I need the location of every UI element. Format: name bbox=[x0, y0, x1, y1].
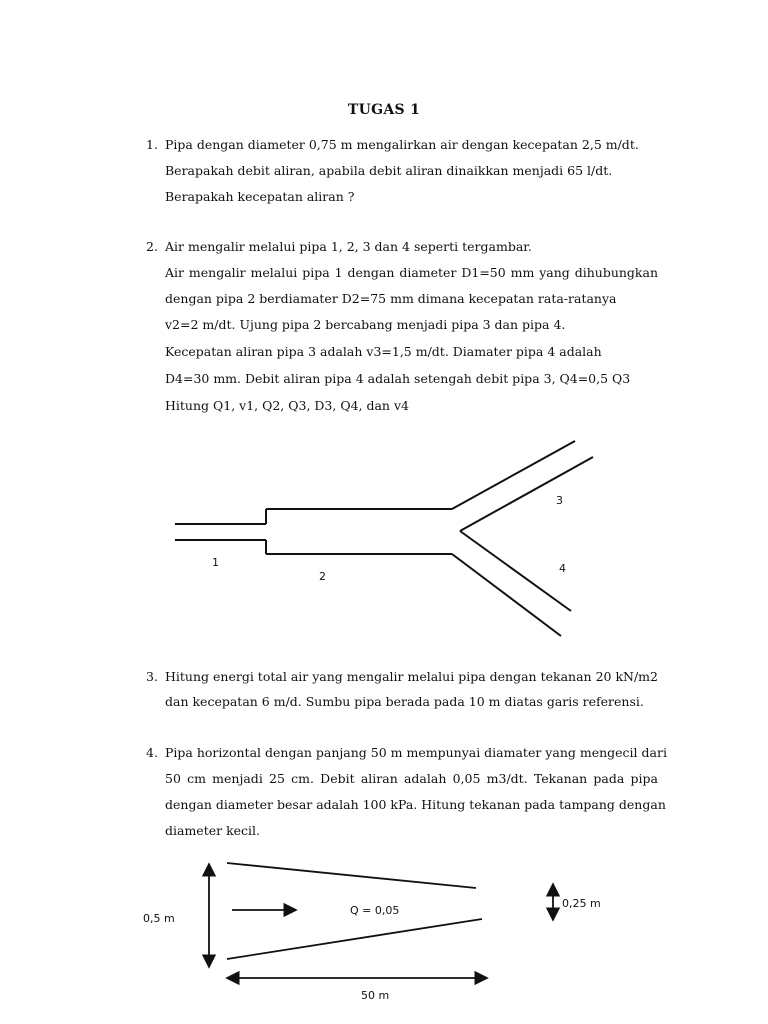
pipe-label-4: 4 bbox=[559, 562, 566, 575]
label-large-diameter: 0,5 m bbox=[143, 912, 175, 925]
q3-line-2: dan kecepatan 6 m/d. Sumbu pipa berada pada 10 m diatas garis referensi. bbox=[165, 694, 644, 709]
pipe-label-3: 3 bbox=[556, 494, 563, 507]
q1-line-1: Pipa dengan diameter 0,75 m mengalirkan air dengan kecepatan 2,5 m/dt. bbox=[165, 137, 639, 152]
q2-line-1: Air mengalir melalui pipa 1, 2, 3 dan 4 seperti tergambar. bbox=[165, 239, 532, 254]
pipe-bottom-wall bbox=[227, 919, 482, 959]
q4-line-1: Pipa horizontal dengan panjang 50 m mempunyai diamater yang mengecil dari bbox=[165, 745, 667, 760]
q4-number: 4. bbox=[146, 745, 158, 760]
pipe-top-wall bbox=[227, 863, 476, 888]
q2-line-3: dengan pipa 2 berdiamater D2=75 mm dimana kecepatan rata-ratanya bbox=[165, 291, 617, 306]
q2-line-7: Hitung Q1, v1, Q2, Q3, D3, Q4, dan v4 bbox=[165, 398, 409, 413]
q2-line-6: D4=30 mm. Debit aliran pipa 4 adalah setengah debit pipa 3, Q4=0,5 Q3 bbox=[165, 371, 631, 386]
q1-line-3: Berapakah kecepatan aliran ? bbox=[165, 189, 355, 204]
q2-line-2: Air mengalir melalui pipa 1 dengan diameter D1=50 mm yang dihubungkan bbox=[165, 265, 658, 280]
page-title: TUGAS 1 bbox=[347, 102, 421, 118]
q3-number: 3. bbox=[146, 669, 158, 684]
pipe-label-1: 1 bbox=[212, 556, 219, 569]
q1-number: 1. bbox=[146, 137, 158, 152]
label-small-diameter: 0,25 m bbox=[562, 897, 601, 910]
q2-line-5: Kecepatan aliran pipa 3 adalah v3=1,5 m/dt. Diamater pipa 4 adalah bbox=[165, 344, 602, 359]
q2-number: 2. bbox=[146, 239, 158, 254]
label-flow-rate: Q = 0,05 bbox=[350, 904, 400, 917]
q4-line-3: dengan diameter besar adalah 100 kPa. Hitung tekanan pada tampang dengan bbox=[165, 797, 666, 812]
q4-line-2: 50 cm menjadi 25 cm. Debit aliran adalah 0,05 m3/dt. Tekanan pada pipa bbox=[165, 771, 658, 786]
pipe-label-2: 2 bbox=[319, 570, 326, 583]
q3-line-1: Hitung energi total air yang mengalir melalui pipa dengan tekanan 20 kN/m2 bbox=[165, 669, 658, 684]
q1-line-2: Berapakah debit aliran, apabila debit aliran dinaikkan menjadi 65 l/dt. bbox=[165, 163, 613, 178]
q2-line-4: v2=2 m/dt. Ujung pipa 2 bercabang menjadi pipa 3 dan pipa 4. bbox=[165, 317, 566, 332]
label-length: 50 m bbox=[361, 989, 390, 1002]
q4-line-4: diameter kecil. bbox=[165, 823, 261, 838]
